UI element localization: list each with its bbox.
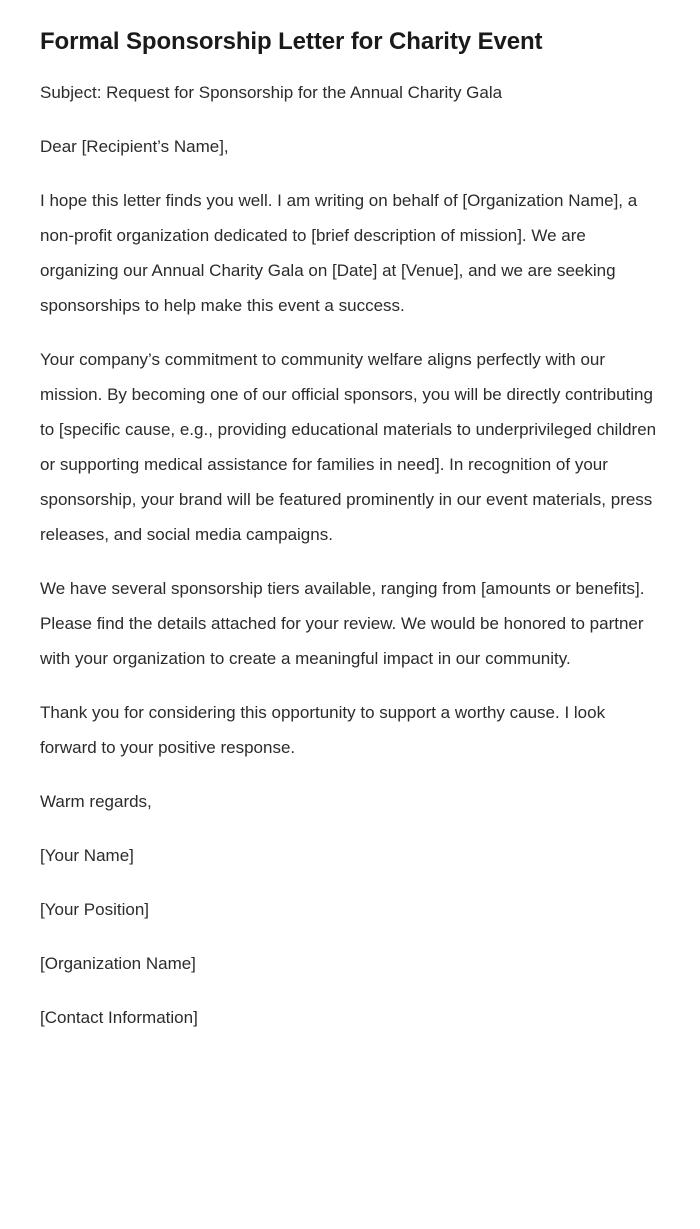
signature-contact: [Contact Information] (40, 1008, 198, 1028)
body-paragraph-2: Your company’s commitment to community welfare aligns perfectly with our mission. By becoming one of our official sponsors, you will be directly contributing to [specific cause, e.g., providing educational materials to underprivileged children or supporting medical assistance for families in need]. In recognition of your sponsorship, your brand will be featured prominently in our event materials, press releases, and social media campaigns. (40, 350, 657, 545)
body-paragraph-3: We have several sponsorship tiers available, ranging from [amounts or benefits]. Please find the details attached for your review. We would be honored to partner with your organization to create a meaningful impact in our community. (40, 579, 645, 669)
signature-position: [Your Position] (40, 900, 149, 920)
body-paragraph-1: I hope this letter finds you well. I am writing on behalf of [Organization Name], a non-profit organization dedicated to [brief description of mission]. We are organizing our Annual Charity Gala on [Date] at [Venue], and we are seeking sponsorships to help make this event a success. (40, 191, 638, 316)
body-paragraph-4: Thank you for considering this opportunity to support a worthy cause. I look forward to your positive response. (40, 703, 606, 758)
closing-line: Warm regards, (40, 792, 152, 812)
subject-line: Subject: Request for Sponsorship for the Annual Charity Gala (40, 83, 503, 103)
page-title: Formal Sponsorship Letter for Charity Event (40, 28, 543, 55)
salutation: Dear [Recipient’s Name], (40, 137, 229, 157)
signature-organization: [Organization Name] (40, 954, 196, 974)
signature-name: [Your Name] (40, 846, 134, 866)
